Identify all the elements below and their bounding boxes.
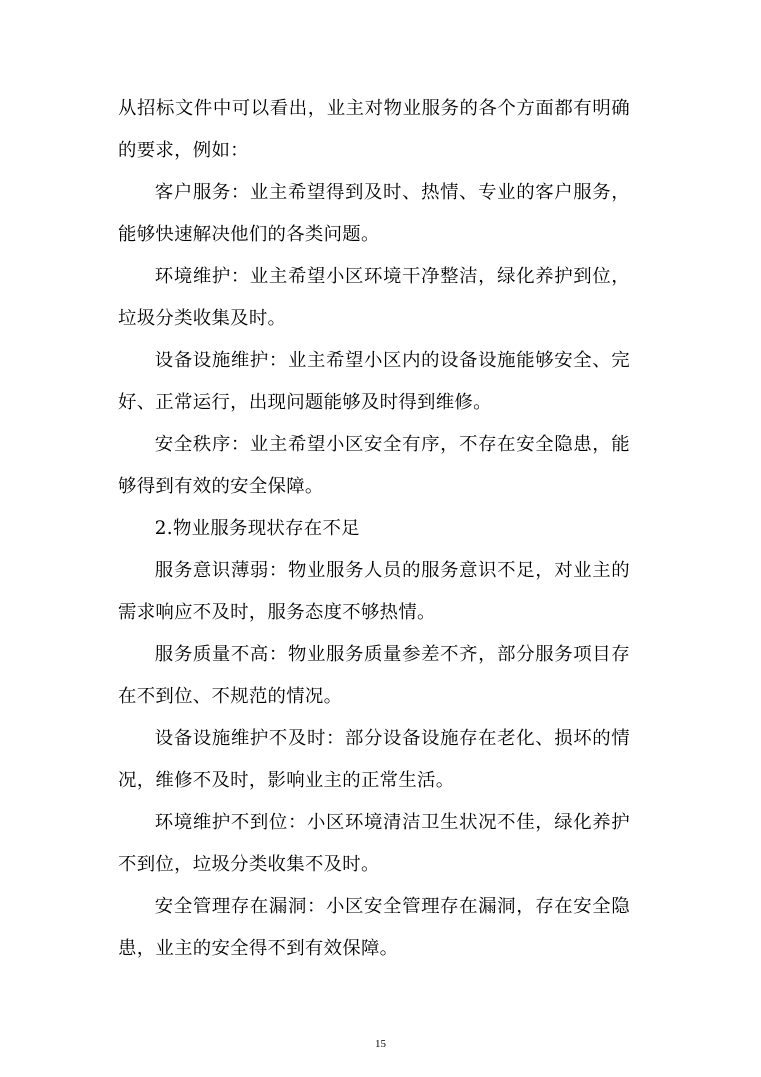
paragraph-service-awareness: 服务意识薄弱：物业服务人员的服务意识不足，对业主的需求响应不及时，服务态度不够热情。 (118, 560, 630, 623)
body-text (118, 88, 630, 970)
paragraph-customer-service: 客户服务：业主希望得到及时、热情、专业的客户服务，能够快速解决他们的各类问题。 (118, 182, 630, 245)
intro-paragraph: 从招标文件中可以看出，业主对物业服务的各个方面都有明确的要求，例如： (118, 98, 630, 161)
paragraph-environment: 环境维护：业主希望小区环境干净整洁，绿化养护到位，垃圾分类收集及时。 (118, 266, 630, 329)
page-number: 15 (375, 1038, 386, 1050)
paragraph-security-loophole: 安全管理存在漏洞：小区安全管理存在漏洞，存在安全隐患，业主的安全得不到有效保障。 (118, 896, 630, 959)
paragraph-facility-delay: 设备设施维护不及时：部分设备设施存在老化、损坏的情况，维修不及时，影响业主的正常生活。 (118, 728, 630, 791)
paragraph-environment-issue: 环境维护不到位：小区环境清洁卫生状况不佳，绿化养护不到位，垃圾分类收集不及时。 (118, 812, 630, 875)
paragraph-security-order: 安全秩序：业主希望小区安全有序，不存在安全隐患，能够得到有效的安全保障。 (118, 434, 630, 497)
paragraph-facility-maintenance: 设备设施维护：业主希望小区内的设备设施能够安全、完好、正常运行，出现问题能够及时得到维修。 (118, 350, 630, 413)
section-heading: 2.物业服务现状存在不足 (154, 518, 360, 539)
paragraph-service-quality: 服务质量不高：物业服务质量参差不齐，部分服务项目存在不到位、不规范的情况。 (118, 644, 630, 707)
